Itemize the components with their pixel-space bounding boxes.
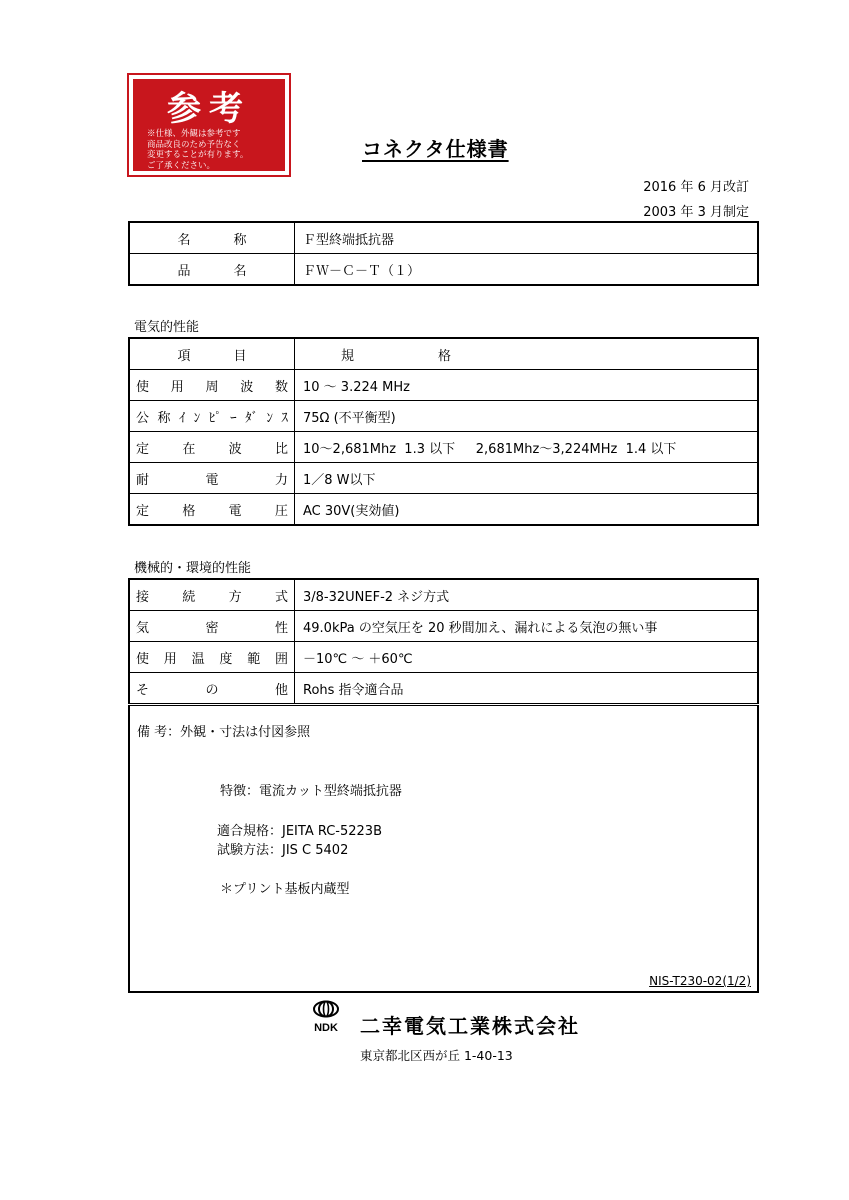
electrical-heading: 電気的性能	[134, 320, 200, 335]
table-row	[129, 642, 758, 673]
table-row	[129, 463, 758, 494]
row-value: 10～2,681Mhz 1.3 以下 2,681Mhz～3,224MHz 1.4 以下	[295, 432, 759, 463]
row-label: 接 続 方 式	[129, 579, 295, 611]
row-value: Ｆ型終端抵抗器	[295, 222, 759, 254]
stamp-title: 参考	[167, 89, 251, 129]
remarks-note: 備 考：外観・寸法は付図参照	[137, 725, 311, 740]
row-label: 気 密 性	[129, 611, 295, 642]
row-value: ＦＷ－Ｃ－Ｔ（１）	[295, 254, 759, 286]
row-value: －10℃ ～ ＋60℃	[295, 642, 759, 673]
row-label: 定 格 電 圧	[129, 494, 295, 526]
company-name: 二幸電気工業株式会社	[360, 1014, 580, 1038]
stamp-note-line: ※仕様、外観は参考です	[147, 129, 241, 139]
table-row	[129, 494, 758, 526]
row-value: Rohs 指令適合品	[295, 673, 759, 704]
table-row	[129, 370, 758, 401]
row-value: 75Ω (不平衡型)	[295, 401, 759, 432]
header-label: 項 目	[129, 338, 295, 370]
pcb-note: ＊プリント基板内蔵型	[220, 882, 350, 897]
table-row	[129, 254, 758, 286]
test-method-text: 試験方法：JIS C 5402	[217, 843, 349, 858]
table-row	[129, 579, 758, 611]
ndk-logo-icon	[306, 1000, 346, 1034]
electrical-table	[128, 337, 759, 526]
document-number: NIS-T230-02(1/2)	[649, 974, 751, 988]
stamp-background	[133, 79, 285, 171]
row-value: 3/8-32UNEF-2 ネジ方式	[295, 579, 759, 611]
table-row	[129, 673, 758, 704]
row-label: 名 称	[129, 222, 295, 254]
reference-stamp	[127, 73, 291, 177]
logo-text: NDK	[314, 1022, 338, 1034]
row-value: 10 ～ 3.224 MHz	[295, 370, 759, 401]
row-label: 定 在 波 比	[129, 432, 295, 463]
row-label: 使 用 周 波 数	[129, 370, 295, 401]
remarks-box	[128, 705, 759, 993]
stamp-note-line: ご了承ください。	[147, 160, 216, 171]
table-row	[129, 401, 758, 432]
table-row	[129, 222, 758, 254]
document-title: コネクタ仕様書	[362, 137, 509, 161]
table-row	[129, 611, 758, 642]
stamp-note-line: 商品改良のため予告なく	[147, 139, 241, 150]
stamp-note	[147, 129, 279, 171]
mechanical-table	[128, 578, 759, 704]
mechanical-heading: 機械的・環境的性能	[134, 561, 252, 576]
row-value: 1／8 W以下	[295, 463, 759, 494]
table-header-row	[129, 338, 758, 370]
header-value: 規 格	[295, 338, 759, 370]
established-date: 2003 年 3 月制定	[643, 205, 749, 220]
row-label: 品 名	[129, 254, 295, 286]
row-label: 使 用 温 度 範 囲	[129, 642, 295, 673]
row-value: 49.0kPa の空気圧を 20 秒間加え、漏れによる気泡の無い事	[295, 611, 759, 642]
company-logo	[306, 1000, 346, 1034]
row-label: そ の 他	[129, 673, 295, 704]
standard-text: 適合規格：JEITA RC-5223B	[217, 824, 382, 839]
company-address: 東京都北区西が丘 1-40-13	[360, 1048, 513, 1063]
feature-text: 特徴：電流カット型終端抵抗器	[220, 784, 402, 799]
stamp-note-line: 変更することが有ります。	[147, 150, 249, 160]
row-label: 公 称 ｲ ﾝ ﾋﾟ ｰ ﾀﾞ ﾝ ｽ	[129, 401, 295, 432]
table-row	[129, 432, 758, 463]
revised-date: 2016 年 6 月改訂	[643, 180, 749, 195]
product-table	[128, 221, 759, 286]
row-value: AC 30V(実効値)	[295, 494, 759, 526]
row-label: 耐 電 力	[129, 463, 295, 494]
